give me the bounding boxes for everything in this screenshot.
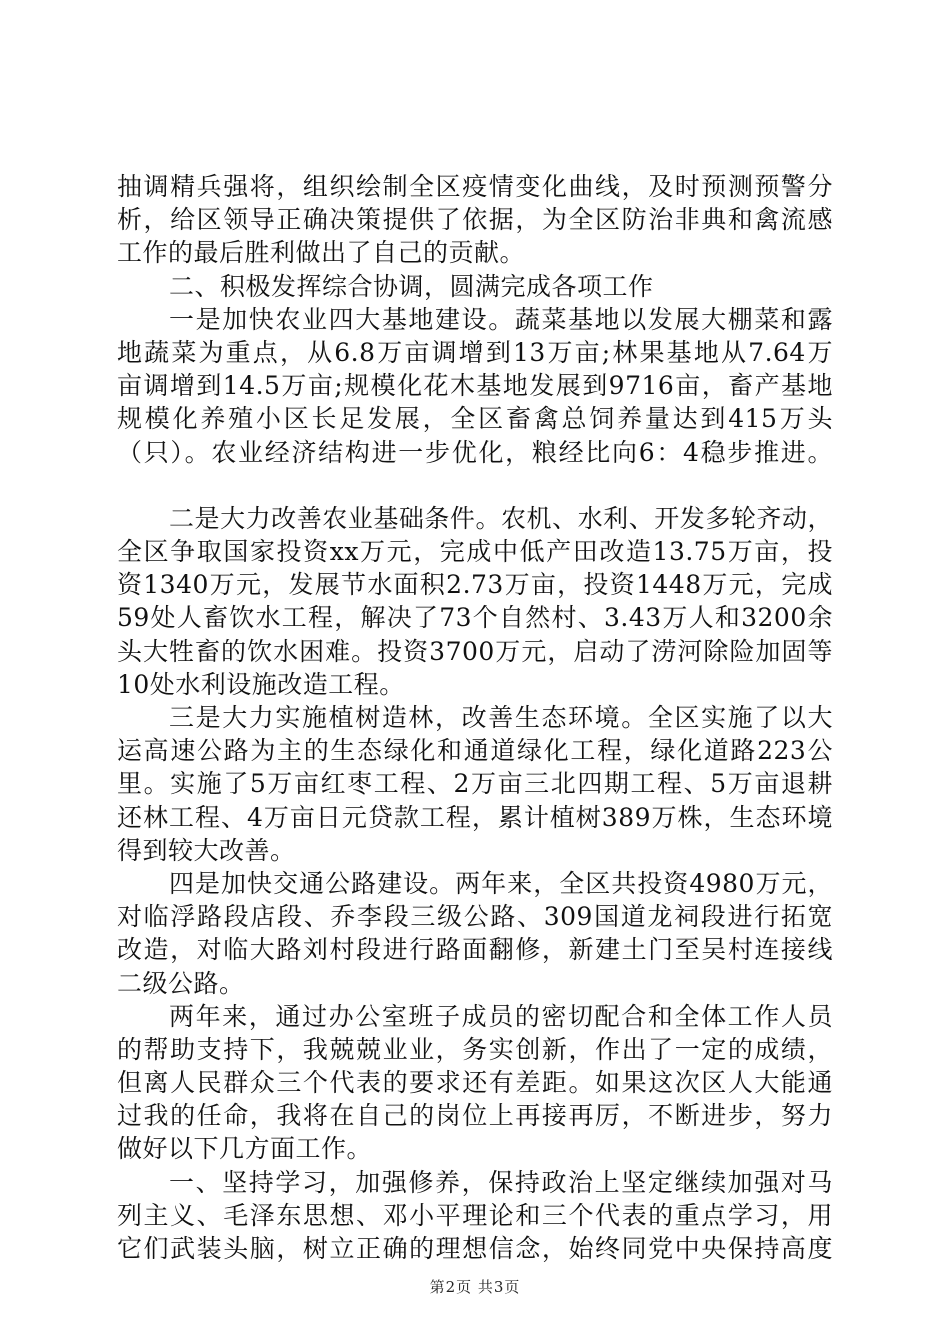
text-line: 得到较大改善。 — [117, 835, 296, 865]
text-line: 里。实施了5万亩红枣工程、2万亩三北四期工程、5万亩退耕 — [117, 769, 833, 799]
text-line: 一是加快农业四大基地建设。蔬菜基地以发展大棚菜和露 — [169, 304, 833, 334]
text-line: 析，给区领导正确决策提供了依据，为全区防治非典和禽流感 — [117, 205, 833, 235]
text-line: 一、坚持学习，加强修养，保持政治上坚定继续加强对马 — [169, 1167, 833, 1197]
text-line: 的帮助支持下，我兢兢业业，务实创新，作出了一定的成绩， — [117, 1034, 833, 1064]
text-line: 改造，对临大路刘村段进行路面翻修，新建土门至吴村连接线 — [117, 935, 833, 965]
text-line: 二是大力改善农业基础条件。农机、水利、开发多轮齐动， — [169, 503, 833, 533]
text-line: 四是加快交通公路建设。两年来，全区共投资4980万元， — [169, 868, 833, 898]
text-line: 头大牲畜的饮水困难。投资3700万元，启动了涝河除险加固等 — [117, 636, 833, 666]
text-line: 地蔬菜为重点，从6.8万亩调增到13万亩;林果基地从7.64万 — [117, 337, 833, 367]
text-line: 列主义、毛泽东思想、邓小平理论和三个代表的重点学习，用 — [117, 1200, 833, 1230]
paragraph-gap — [117, 469, 833, 502]
text-line: 运高速公路为主的生态绿化和通道绿化工程，绿化道路223公 — [117, 736, 833, 766]
text-line: 过我的任命，我将在自己的岗位上再接再厉，不断进步，努力 — [117, 1101, 833, 1131]
text-line: 还林工程、4万亩日元贷款工程，累计植树389万株，生态环境 — [117, 802, 833, 832]
text-line: 全区争取国家投资xx万元，完成中低产田改造13.75万亩，投 — [117, 537, 833, 567]
text-line: 对临浮路段店段、乔李段三级公路、309国道龙祠段进行拓宽 — [117, 902, 833, 932]
text-line: 它们武装头脑，树立正确的理想信念，始终同党中央保持高度 — [117, 1234, 833, 1263]
text-line: 抽调精兵强将，组织绘制全区疫情变化曲线，及时预测预警分 — [117, 172, 833, 201]
page-number-footer: 第2页 共3页 — [429, 1278, 521, 1296]
text-line: 做好以下几方面工作。 — [117, 1134, 373, 1164]
text-line: 但离人民群众三个代表的要求还有差距。如果这次区人大能通 — [117, 1068, 833, 1098]
text-line: 亩调增到14.5万亩;规模化花木基地发展到9716亩，畜产基地 — [117, 371, 833, 401]
text-line: （只）。农业经济结构进一步优化，粮经比向6：4稳步推进。 — [117, 437, 833, 467]
text-line: 资1340万元，发展节水面积2.73万亩，投资1448万元，完成 — [117, 570, 833, 600]
text-line: 10处水利设施改造工程。 — [117, 669, 405, 699]
text-line: 59处人畜饮水工程，解决了73个自然村、3.43万人和3200余 — [117, 603, 833, 633]
text-line: 工作的最后胜利做出了自己的贡献。 — [117, 238, 526, 268]
text-line: 两年来，通过办公室班子成员的密切配合和全体工作人员 — [169, 1001, 833, 1031]
text-line: 三是大力实施植树造林，改善生态环境。全区实施了以大 — [169, 703, 833, 732]
section-heading: 二、积极发挥综合协调，圆满完成各项工作 — [169, 271, 654, 301]
document-body — [117, 170, 833, 1265]
text-line: 二级公路。 — [117, 968, 245, 998]
text-line: 规模化养殖小区长足发展，全区畜禽总饲养量达到415万头 — [117, 404, 833, 434]
